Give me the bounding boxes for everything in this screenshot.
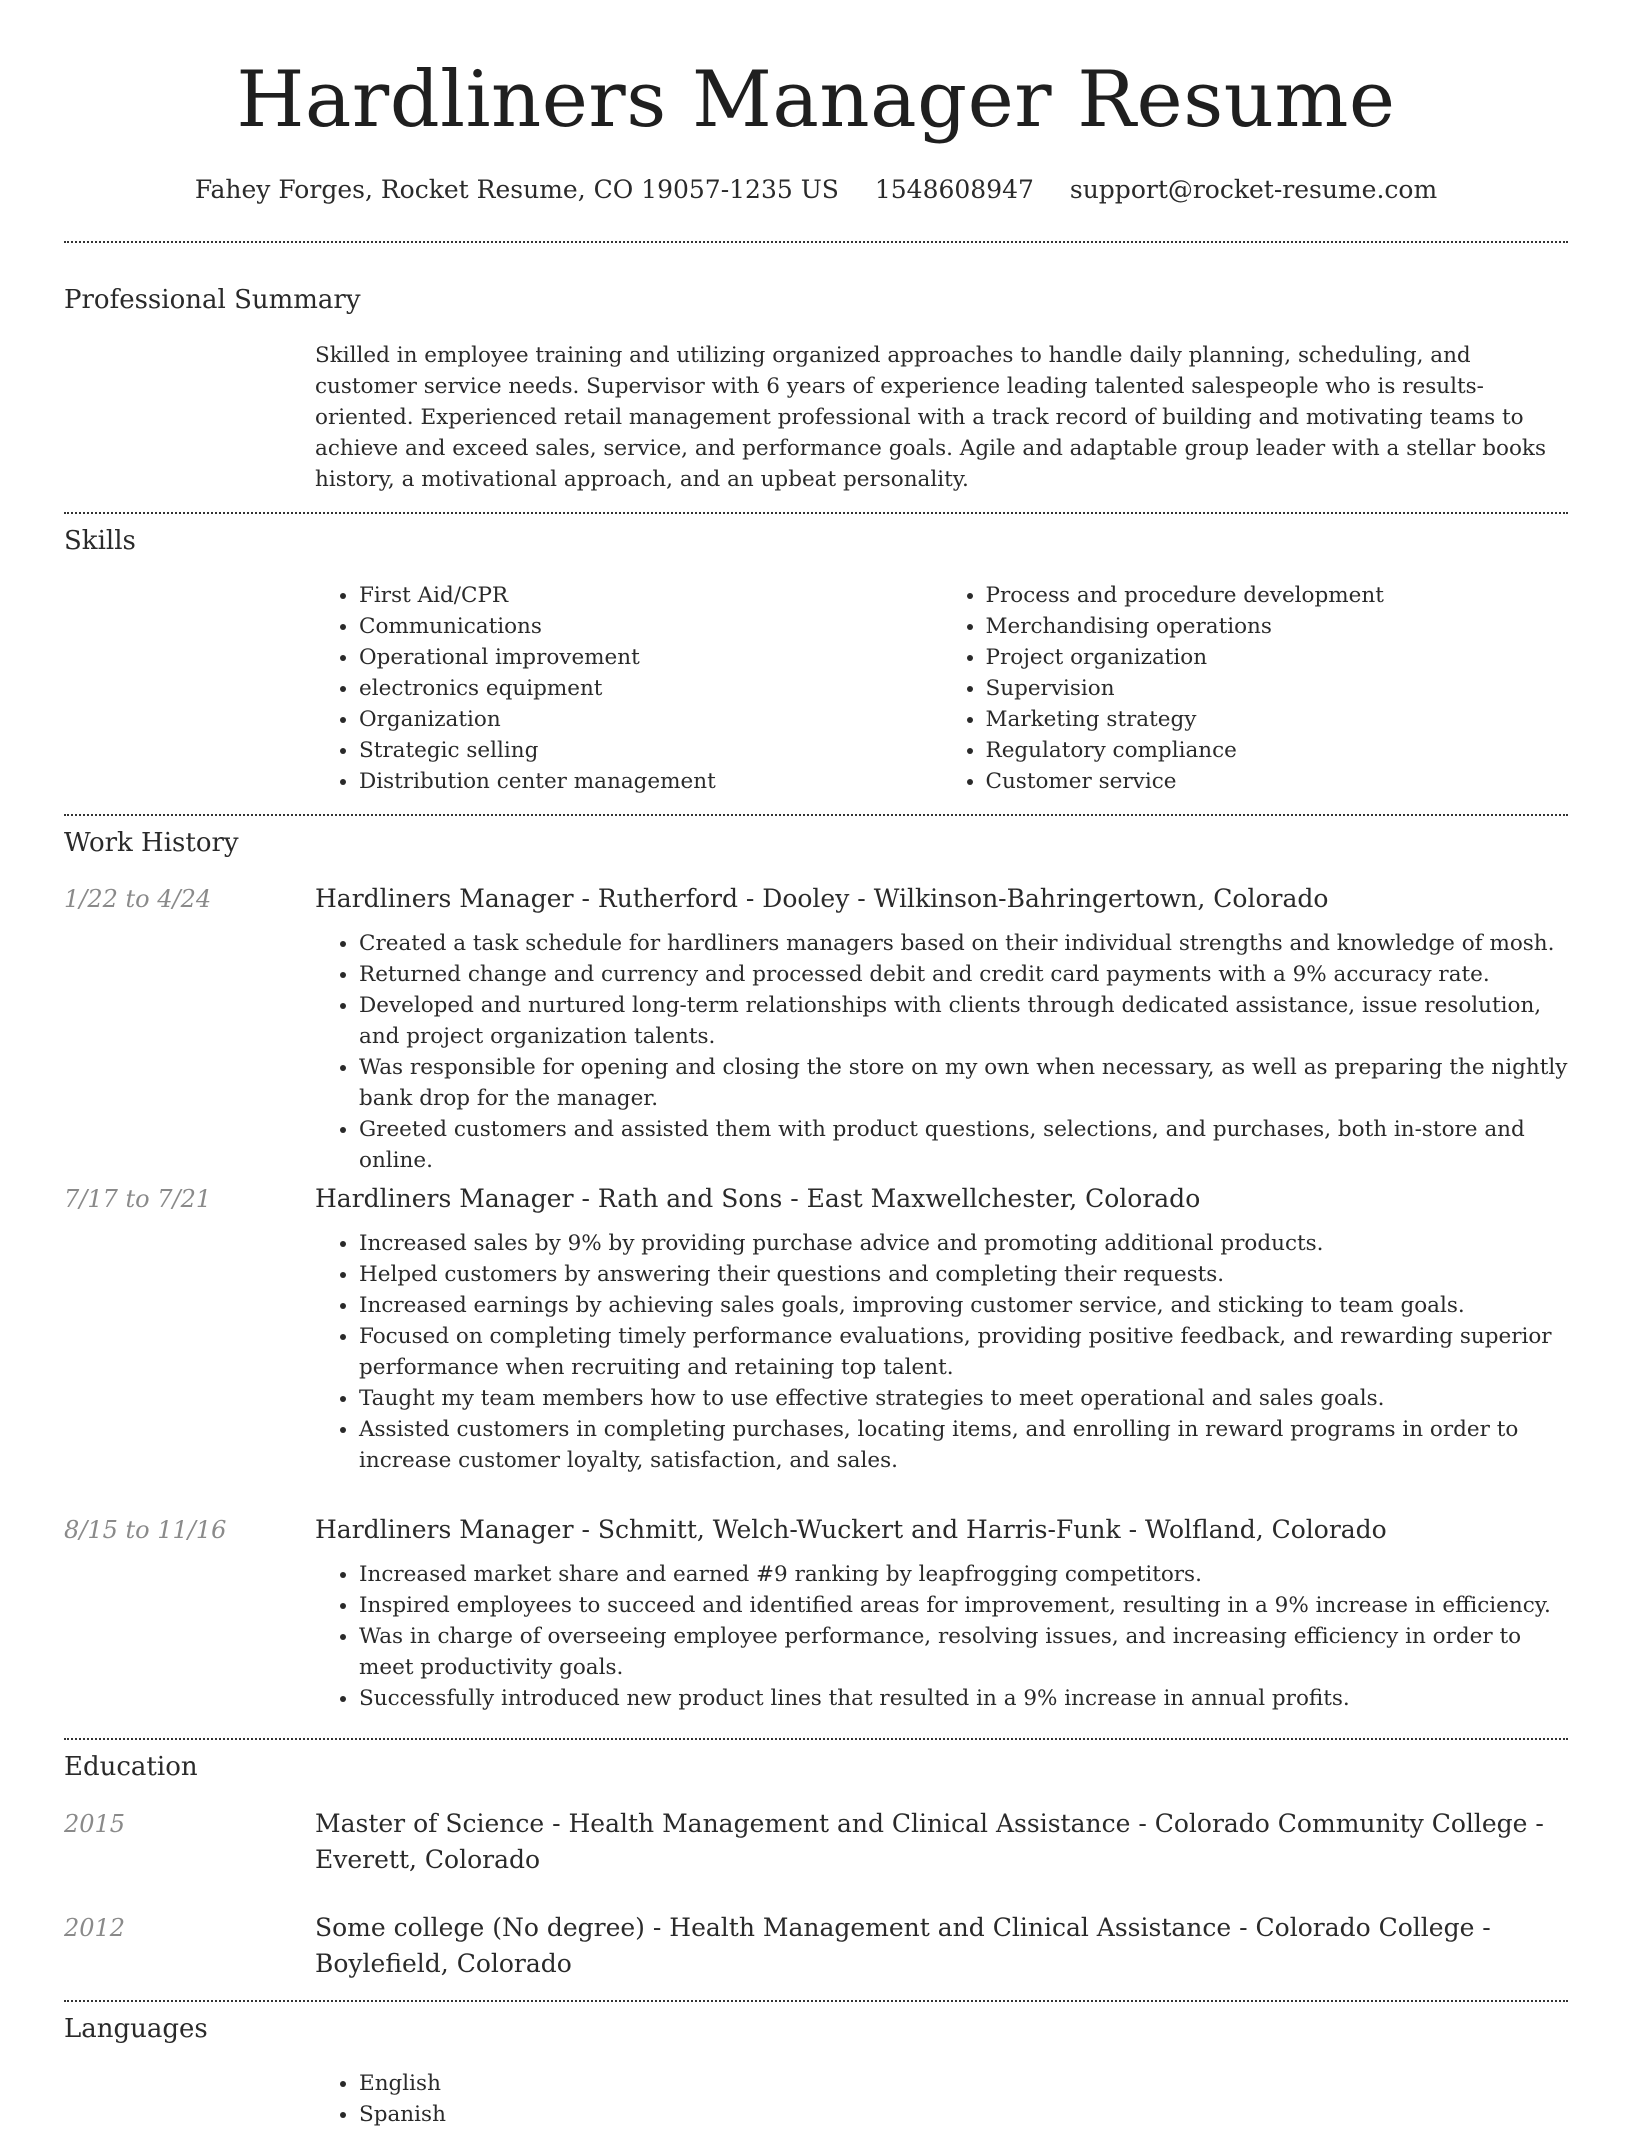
languages-heading: Languages: [64, 2014, 208, 2044]
job-bullet: • Increased market share and earned #9 ranking by leapfrogging competitors.: [359, 1559, 1568, 1590]
section-divider: [64, 512, 1568, 514]
job-date: 8/15 to 11/16: [64, 1516, 227, 1544]
job-bullet: • Was responsible for opening and closing the store on my own when necessary, as well as preparing the nightly bank drop for the manager.: [359, 1052, 1568, 1114]
skill-item: • Process and procedure development: [986, 580, 1569, 611]
resume-page: [64, 0, 1568, 2127]
job-bullet: • Successfully introduced new product lines that resulted in a 9% increase in annual profits.: [359, 1683, 1568, 1714]
job-title: Hardliners Manager - Rutherford - Dooley - Wilkinson-Bahringertown, Colorado: [315, 884, 1329, 913]
work-heading: Work History: [64, 828, 239, 858]
skill-item: • First Aid/CPR: [359, 580, 942, 611]
education-section: [64, 1751, 1568, 1783]
skill-item: • Distribution center management: [359, 766, 942, 797]
job-content: [315, 1181, 1568, 1476]
summary-heading: Professional Summary: [64, 285, 361, 315]
job-title: Hardliners Manager - Schmitt, Welch-Wuckert and Harris-Funk - Wolfland, Colorado: [315, 1515, 1387, 1544]
languages-list: [315, 2068, 1568, 2130]
job-bullet: • Helped customers by answering their questions and completing their requests.: [359, 1259, 1568, 1290]
job-content: [315, 881, 1568, 1176]
job-bullet: • Increased earnings by achieving sales goals, improving customer service, and sticking to team goals.: [359, 1290, 1568, 1321]
skills-heading: Skills: [64, 526, 136, 556]
job-bullet: • Developed and nurtured long-term relationships with clients through dedicated assistance, issue resolution, and project organization talents.: [359, 990, 1568, 1052]
skill-item: • Regulatory compliance: [986, 735, 1569, 766]
languages-section: [64, 2013, 1568, 2127]
skills-list-right: [942, 580, 1569, 797]
section-divider: [64, 1738, 1568, 1740]
education-date: 2015: [64, 1810, 126, 1838]
skill-item: • electronics equipment: [359, 673, 942, 704]
skills-list-left: [315, 580, 942, 797]
work-section: [64, 827, 1568, 859]
job-bullet: • Assisted customers in completing purchases, locating items, and enrolling in reward programs in order to increase customer loyalty, satisfaction, and sales.: [359, 1414, 1568, 1476]
job-bullets: [315, 1559, 1568, 1714]
job-bullet: • Was in charge of overseeing employee performance, resolving issues, and increasing efficiency in order to meet productivity goals.: [359, 1621, 1568, 1683]
skills-section: [64, 525, 1568, 794]
skill-item: • Customer service: [986, 766, 1569, 797]
skill-item: • Supervision: [986, 673, 1569, 704]
job-bullet: • Inspired employees to succeed and identified areas for improvement, resulting in a 9% increase in efficiency.: [359, 1590, 1568, 1621]
section-divider: [64, 814, 1568, 816]
job-bullet: • Focused on completing timely performance evaluations, providing positive feedback, and rewarding superior performance when recruiting and retaining top talent.: [359, 1321, 1568, 1383]
contact-address: Fahey Forges, Rocket Resume, CO 19057-1235 US: [194, 175, 839, 204]
language-item: • English: [359, 2068, 1568, 2099]
skill-item: • Organization: [359, 704, 942, 735]
skill-item: • Communications: [359, 611, 942, 642]
job-content: [315, 1512, 1568, 1714]
job-bullet: • Greeted customers and assisted them with product questions, selections, and purchases, both in-store and online.: [359, 1114, 1568, 1176]
skill-item: • Project organization: [986, 642, 1569, 673]
skills-columns: [315, 580, 1568, 797]
job-bullet: • Returned change and currency and processed debit and credit card payments with a 9% accuracy rate.: [359, 959, 1568, 990]
languages-content: [315, 2068, 1568, 2130]
contact-phone: 1548608947: [874, 175, 1034, 204]
summary-section: [64, 284, 1568, 492]
section-divider: [64, 241, 1568, 243]
education-heading: Education: [64, 1752, 198, 1782]
contact-email: support@rocket-resume.com: [1069, 175, 1438, 204]
job-bullet: • Created a task schedule for hardliners managers based on their individual strengths and knowledge of mosh.: [359, 928, 1568, 959]
job-title: Hardliners Manager - Rath and Sons - East Maxwellchester, Colorado: [315, 1184, 1201, 1213]
job-date: 1/22 to 4/24: [64, 885, 212, 913]
resume-title: Hardliners Manager Resume: [236, 55, 1396, 145]
section-divider: [64, 2000, 1568, 2002]
job-bullet: • Taught my team members how to use effective strategies to meet operational and sales goals.: [359, 1383, 1568, 1414]
language-item: • Spanish: [359, 2099, 1568, 2130]
skill-item: • Strategic selling: [359, 735, 942, 766]
education-title: Master of Science - Health Management and Clinical Assistance - Colorado Community College - Everett, Colorado: [315, 1809, 1544, 1874]
contact-line: [64, 174, 1568, 206]
job-bullets: [315, 1228, 1568, 1476]
education-title: Some college (No degree) - Health Management and Clinical Assistance - Colorado College - Boylefield, Colorado: [315, 1913, 1491, 1978]
job-bullet: • Increased sales by 9% by providing purchase advice and promoting additional products.: [359, 1228, 1568, 1259]
skill-item: • Marketing strategy: [986, 704, 1569, 735]
job-date: 7/17 to 7/21: [64, 1185, 212, 1213]
education-date: 2012: [64, 1914, 126, 1942]
skill-item: • Operational improvement: [359, 642, 942, 673]
skill-item: • Merchandising operations: [986, 611, 1569, 642]
summary-text: Skilled in employee training and utilizing organized approaches to handle daily planning, scheduling, and customer service needs. Supervisor with 6 years of experience leading talented salespeople who is results-oriented. Experienced retail management professional with a track record of building and motivating teams to achieve and exceed sales, service, and performance goals. Agile and adaptable group leader with a stellar books history, a motivational approach, and an upbeat personality.: [315, 343, 1546, 492]
job-bullets: [315, 928, 1568, 1176]
